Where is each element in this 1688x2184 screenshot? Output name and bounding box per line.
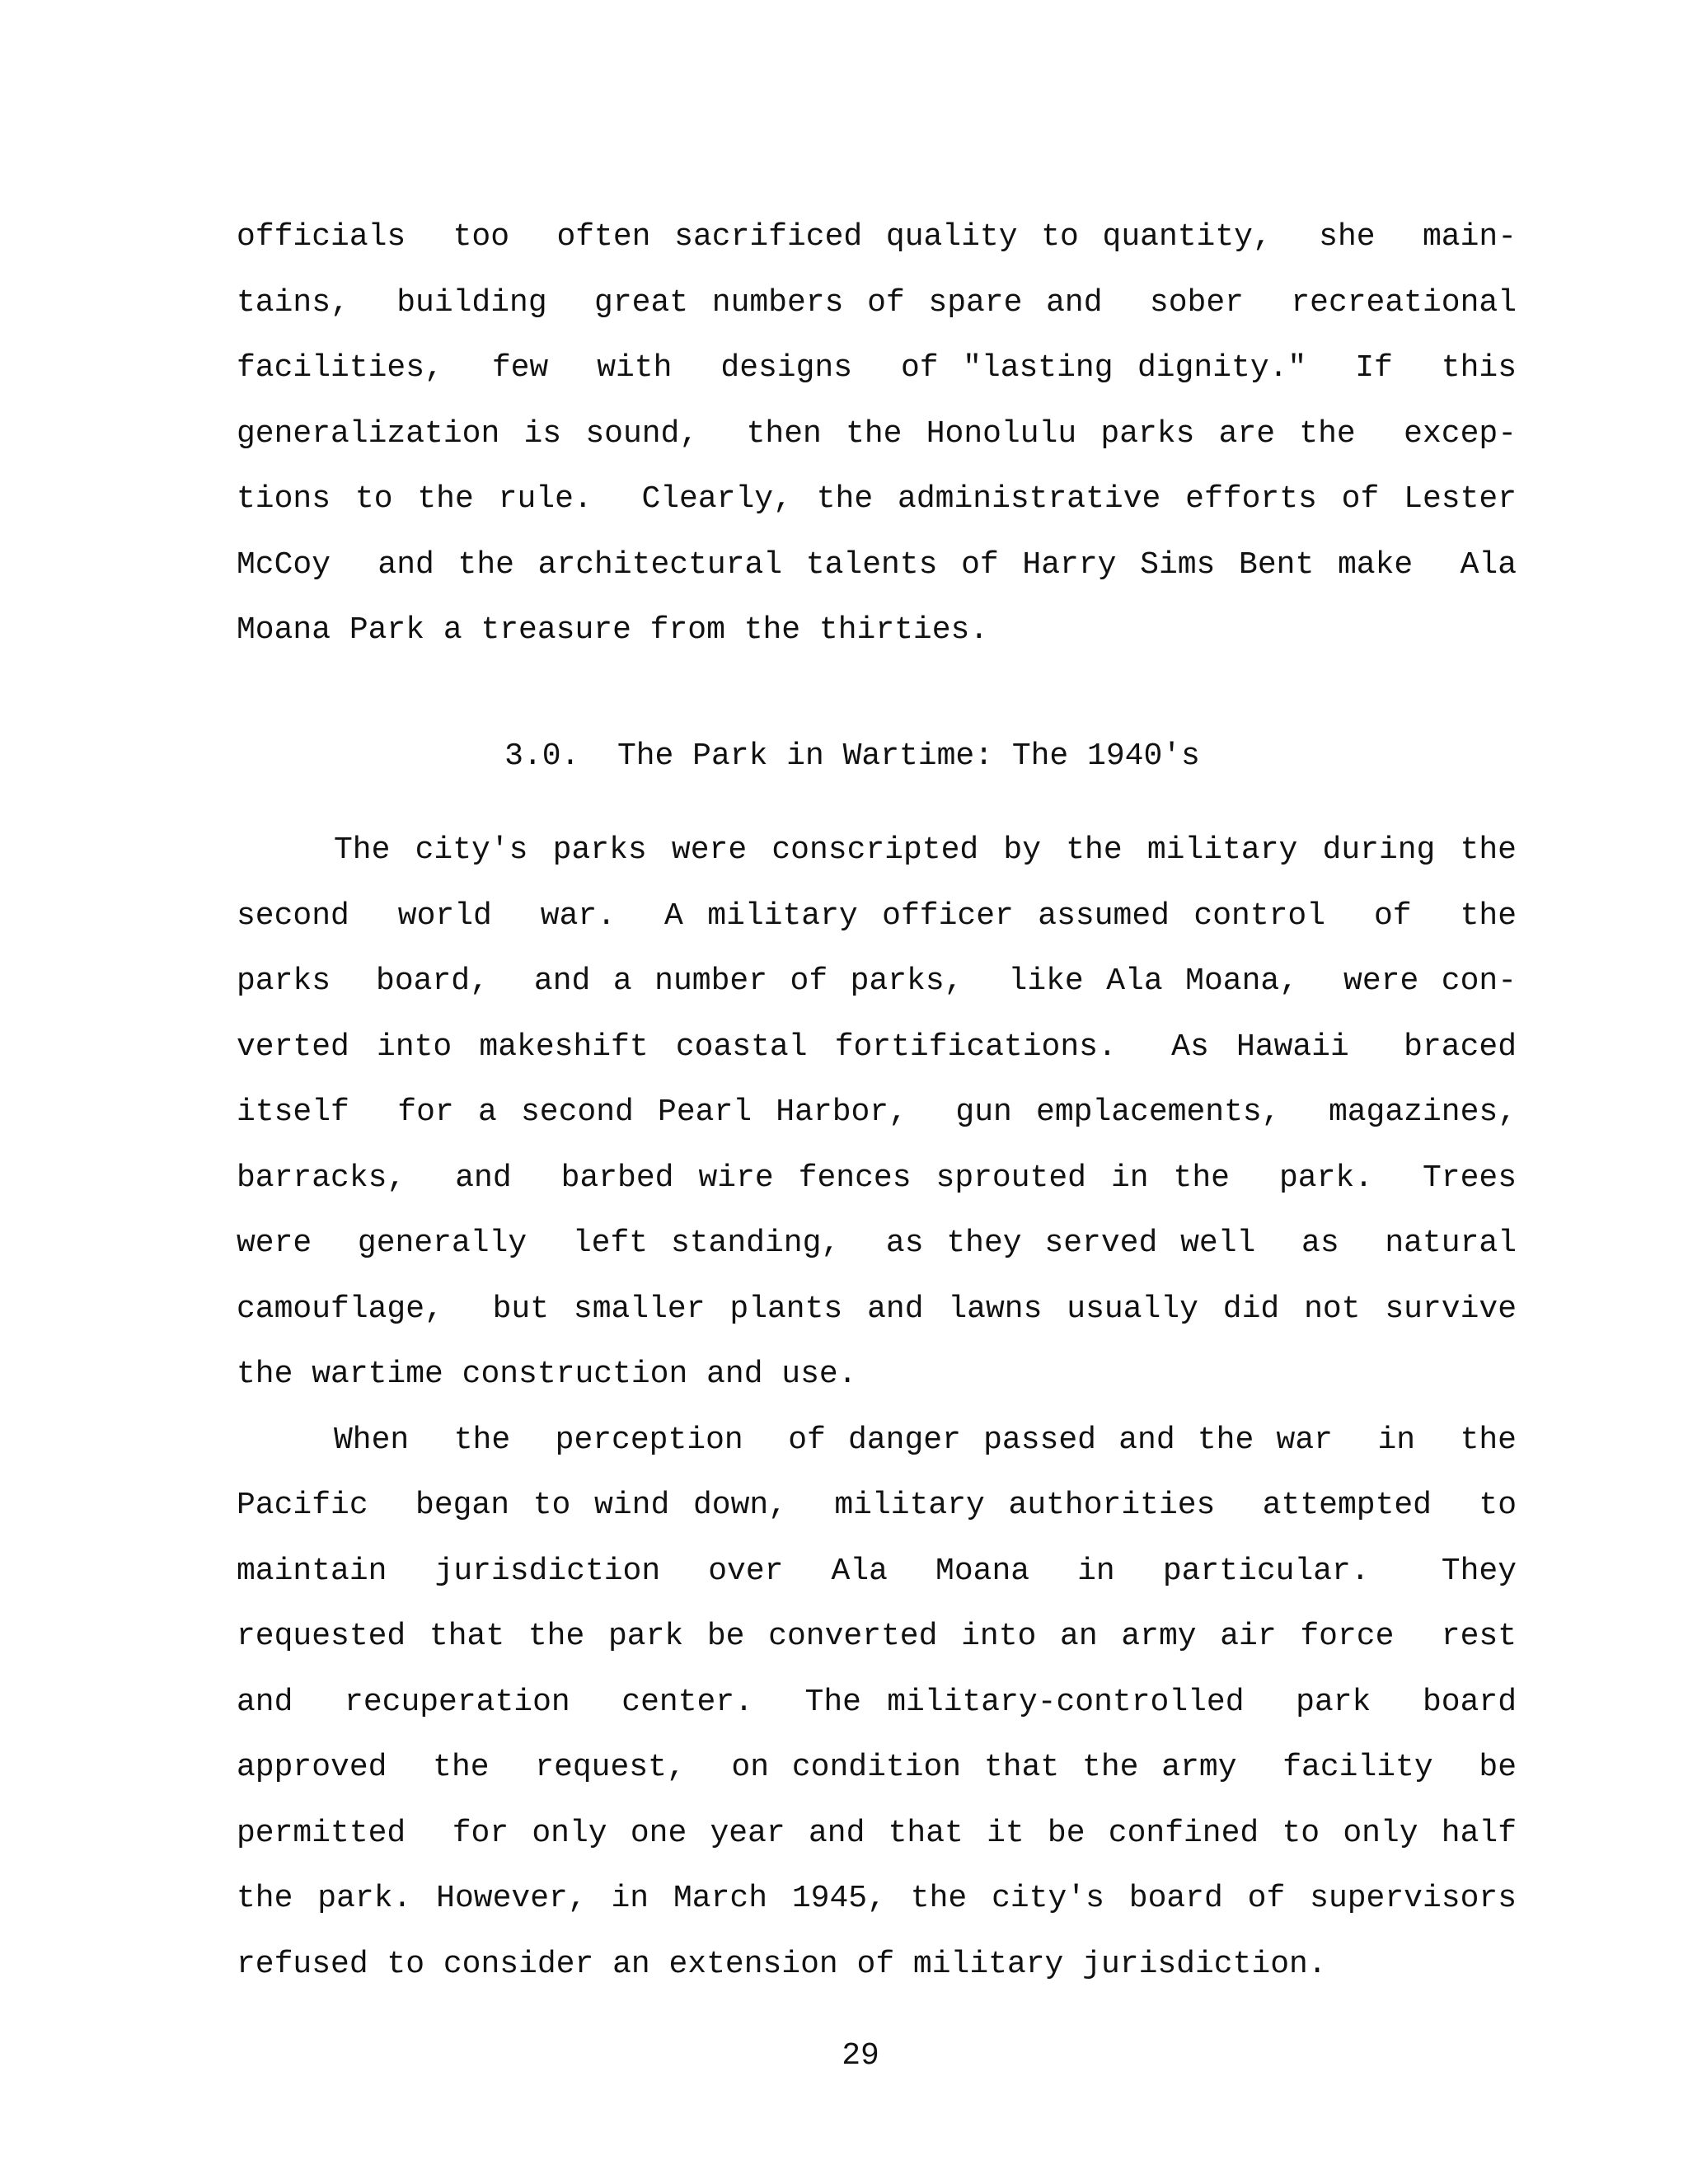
text-line: requested that the park be converted into an army air force rest bbox=[237, 1619, 1517, 1654]
text-line: parks board, and a number of parks, like Ala Moana, were con- bbox=[237, 963, 1517, 999]
text-line: tions to the rule. Clearly, the administrative efforts of Lester bbox=[237, 481, 1517, 517]
text-line: permitted for only one year and that it be confined to only half bbox=[237, 1815, 1517, 1851]
page-number: 29 bbox=[842, 2038, 879, 2074]
text-line: itself for a second Pearl Harbor, gun emplacements, magazines, bbox=[237, 1094, 1517, 1130]
text-line: tains, building great numbers of spare and sober recreational bbox=[237, 284, 1517, 321]
text-line: were generally left standing, as they served well as natural bbox=[237, 1226, 1517, 1261]
section-heading bbox=[0, 733, 1688, 780]
text-line: barracks, and barbed wire fences sprouted in the park. Trees bbox=[237, 1160, 1517, 1196]
text-line: approved the request, on condition that the army facility be bbox=[237, 1750, 1517, 1785]
text-line: Moana Park a treasure from the thirties. bbox=[237, 612, 989, 648]
section-heading-text: 3.0. The Park in Wartime: The 1940's bbox=[504, 738, 1200, 774]
text-line: McCoy and the architectural talents of Harry Sims Bent make Ala bbox=[237, 546, 1517, 583]
text-line: officials too often sacrificed quality to quantity, she main- bbox=[237, 219, 1517, 255]
paragraph-wartime bbox=[237, 818, 1517, 1997]
paragraph-intro bbox=[237, 204, 1517, 663]
text-line: generalization is sound, then the Honolulu parks are the excep- bbox=[237, 415, 1517, 452]
text-line: and recuperation center. The military-controlled park board bbox=[237, 1684, 1517, 1720]
text-line: maintain jurisdiction over Ala Moana in particular. They bbox=[237, 1553, 1517, 1589]
text-line: the wartime construction and use. bbox=[237, 1357, 857, 1392]
text-line: refused to consider an extension of military jurisdiction. bbox=[237, 1946, 1327, 1982]
text-line: facilities, few with designs of "lasting dignity." If this bbox=[237, 350, 1517, 386]
text-line: Pacific began to wind down, military authorities attempted to bbox=[237, 1488, 1517, 1523]
text-line: camouflage, but smaller plants and lawns usually did not survive bbox=[237, 1291, 1517, 1327]
text-line: When the perception of danger passed and the war in the bbox=[334, 1422, 1517, 1458]
text-line: The city's parks were conscripted by the military during the bbox=[334, 832, 1517, 868]
text-line: second world war. A military officer assumed control of the bbox=[237, 898, 1517, 934]
text-line: verted into makeshift coastal fortifications. As Hawaii braced bbox=[237, 1029, 1517, 1065]
text-line: the park. However, in March 1945, the city's board of supervisors bbox=[237, 1881, 1517, 1916]
